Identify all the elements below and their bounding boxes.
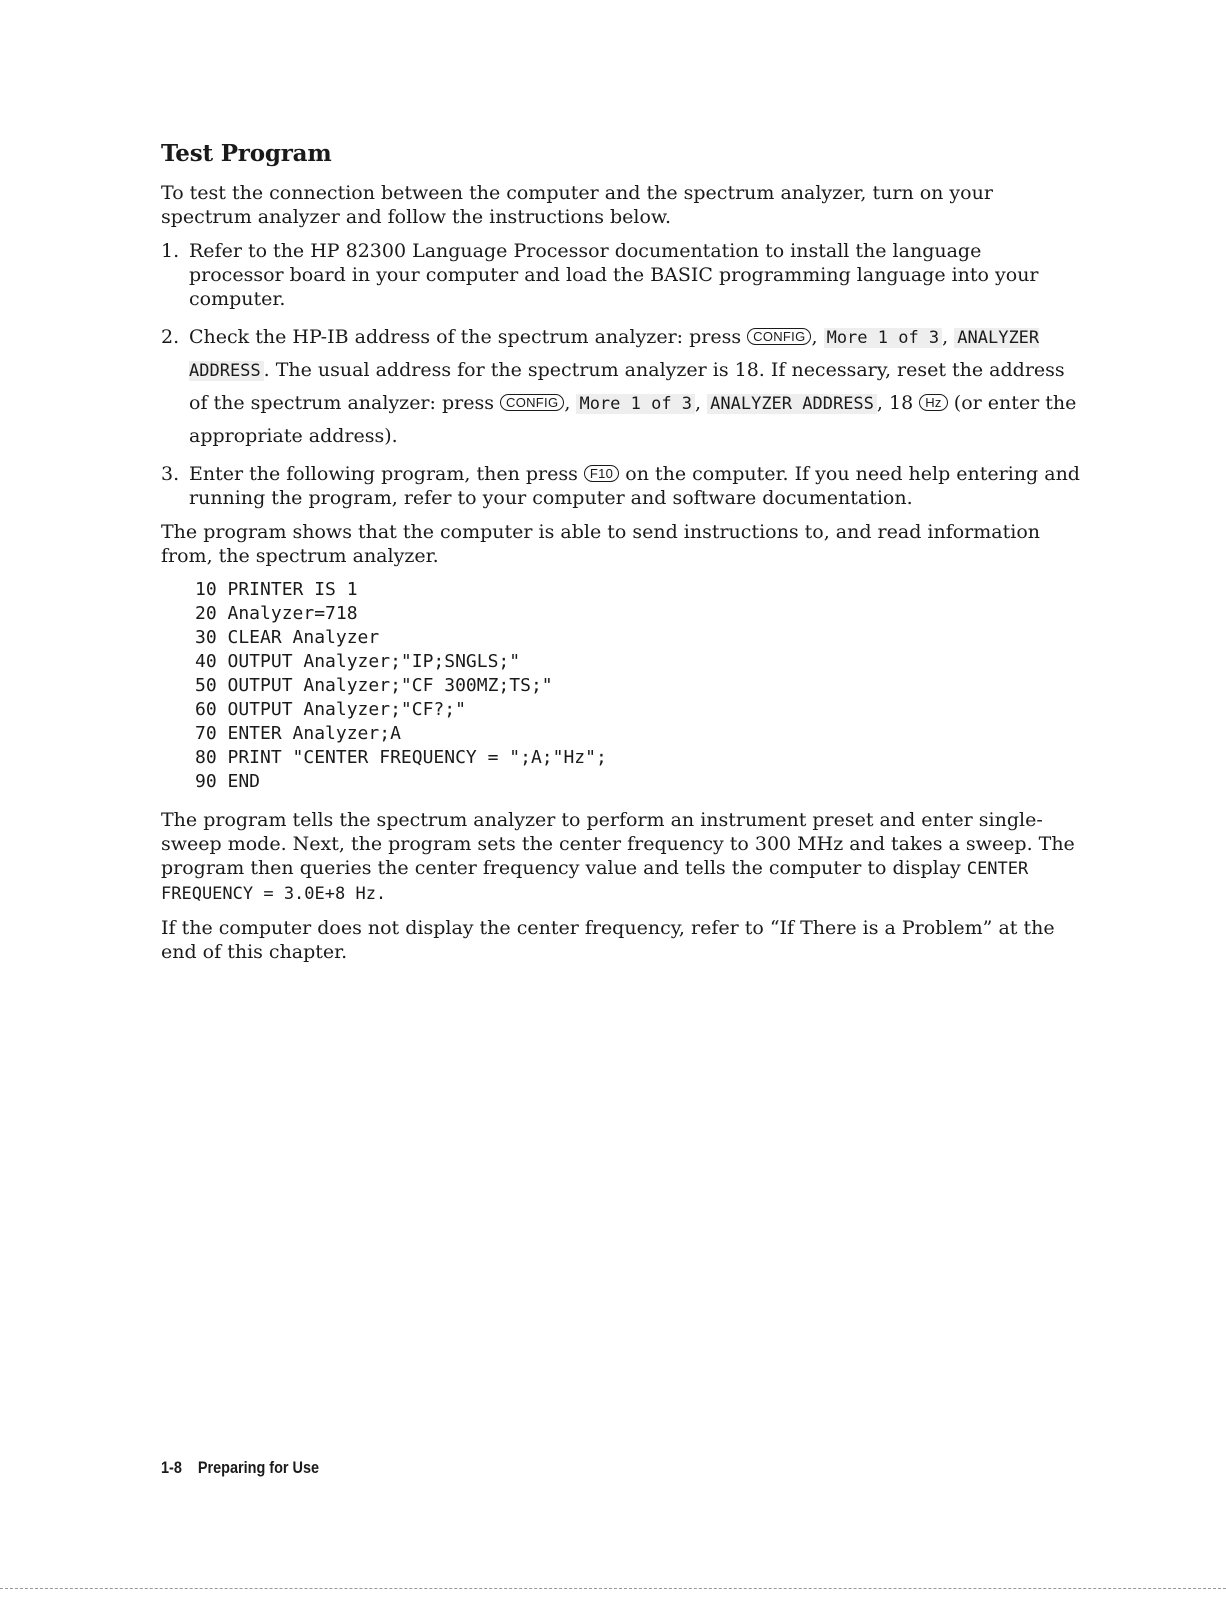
instruction-steps: [161, 239, 1081, 510]
step-2: 2. Check the HP-IB address of the spectrum analyzer: press CONFIG , More 1 of 3 , ANALYZER ADDRESS . The usual address for the spectrum analyzer is 18. If necessary, reset the address of the spectrum analyzer: press CONFIG , More 1 of 3 , ANALYZER ADDRESS , 18 Hz (or enter the appropriate address).: [161, 321, 1081, 452]
code-line: 60 OUTPUT Analyzer;"CF?;": [195, 699, 466, 720]
step-text: Refer to the HP 82300 Language Processor documentation to install the language processor board in your computer and load the BASIC programming language into your computer.: [189, 240, 1039, 310]
step-1: [161, 239, 1081, 311]
step-text: 18: [889, 392, 914, 414]
display-output-code: CENTER FREQUENCY = 3.0E+8 Hz.: [161, 859, 1029, 904]
code-line: 50 OUTPUT Analyzer;"CF 300MZ;TS;": [195, 675, 553, 696]
code-line: 30 CLEAR Analyzer: [195, 627, 380, 648]
step-text: Check the HP-IB address of the spectrum analyzer: press: [189, 326, 742, 348]
footer-section-title: Preparing for Use: [197, 1458, 320, 1477]
page-bottom-edge: [0, 1588, 1226, 1589]
intro-paragraph: To test the connection between the computer and the spectrum analyzer, turn on your spectrum analyzer and follow the instructions below.: [161, 182, 993, 228]
document-page: [161, 140, 1081, 974]
section-heading: Test Program: [161, 140, 332, 167]
code-line: 90 END: [195, 771, 261, 792]
program-description: The program shows that the computer is able to send instructions to, and read information from, the spectrum analyzer.: [161, 521, 1040, 567]
f10-key: F10: [584, 465, 619, 482]
more-1-of-3-softkey: More 1 of 3: [576, 394, 695, 414]
step-text: on the computer. If you need help entering and running the program, refer to your computer and software documentation.: [189, 463, 1080, 509]
step-number: 1.: [161, 240, 180, 262]
problem-paragraph: If the computer does not display the center frequency, refer to “If There is a Problem” at the end of this chapter.: [161, 917, 1055, 963]
page-number: 1-8: [161, 1458, 182, 1477]
analyzer-address-softkey: ANALYZER ADDRESS: [707, 394, 877, 414]
config-hardkey: CONFIG: [500, 394, 564, 411]
step-text: Enter the following program, then press: [189, 463, 578, 485]
hz-hardkey: Hz: [919, 394, 948, 411]
step-text: . The usual address for the spectrum analyzer is 18. If necessary, reset the address of the spectrum analyzer: press: [189, 359, 1065, 414]
step-3: [161, 462, 1081, 510]
step-text: (or enter the appropriate address).: [189, 392, 1077, 447]
analyzer-address-softkey: ANALYZER ADDRESS: [189, 328, 1040, 381]
code-line: 70 ENTER Analyzer;A: [195, 723, 401, 744]
step-number: 3.: [161, 463, 180, 485]
config-hardkey: CONFIG: [747, 328, 811, 345]
code-line: 10 PRINTER IS 1: [195, 579, 358, 600]
code-line: 80 PRINT "CENTER FREQUENCY = ";A;"Hz";: [195, 747, 607, 768]
code-line: 40 OUTPUT Analyzer;"IP;SNGLS;": [195, 651, 521, 672]
explanation-text: The program tells the spectrum analyzer to perform an instrument preset and enter single-sweep mode. Next, the program sets the center frequency to 300 MHz and takes a sweep. The program then queries the center frequency value and tells the computer to display: [161, 809, 1075, 879]
page-footer: [161, 1458, 319, 1478]
program-listing: [195, 578, 1081, 794]
more-1-of-3-softkey: More 1 of 3: [824, 328, 943, 348]
program-explanation: [161, 808, 1081, 906]
code-line: 20 Analyzer=718: [195, 603, 358, 624]
step-number: 2.: [161, 326, 180, 348]
